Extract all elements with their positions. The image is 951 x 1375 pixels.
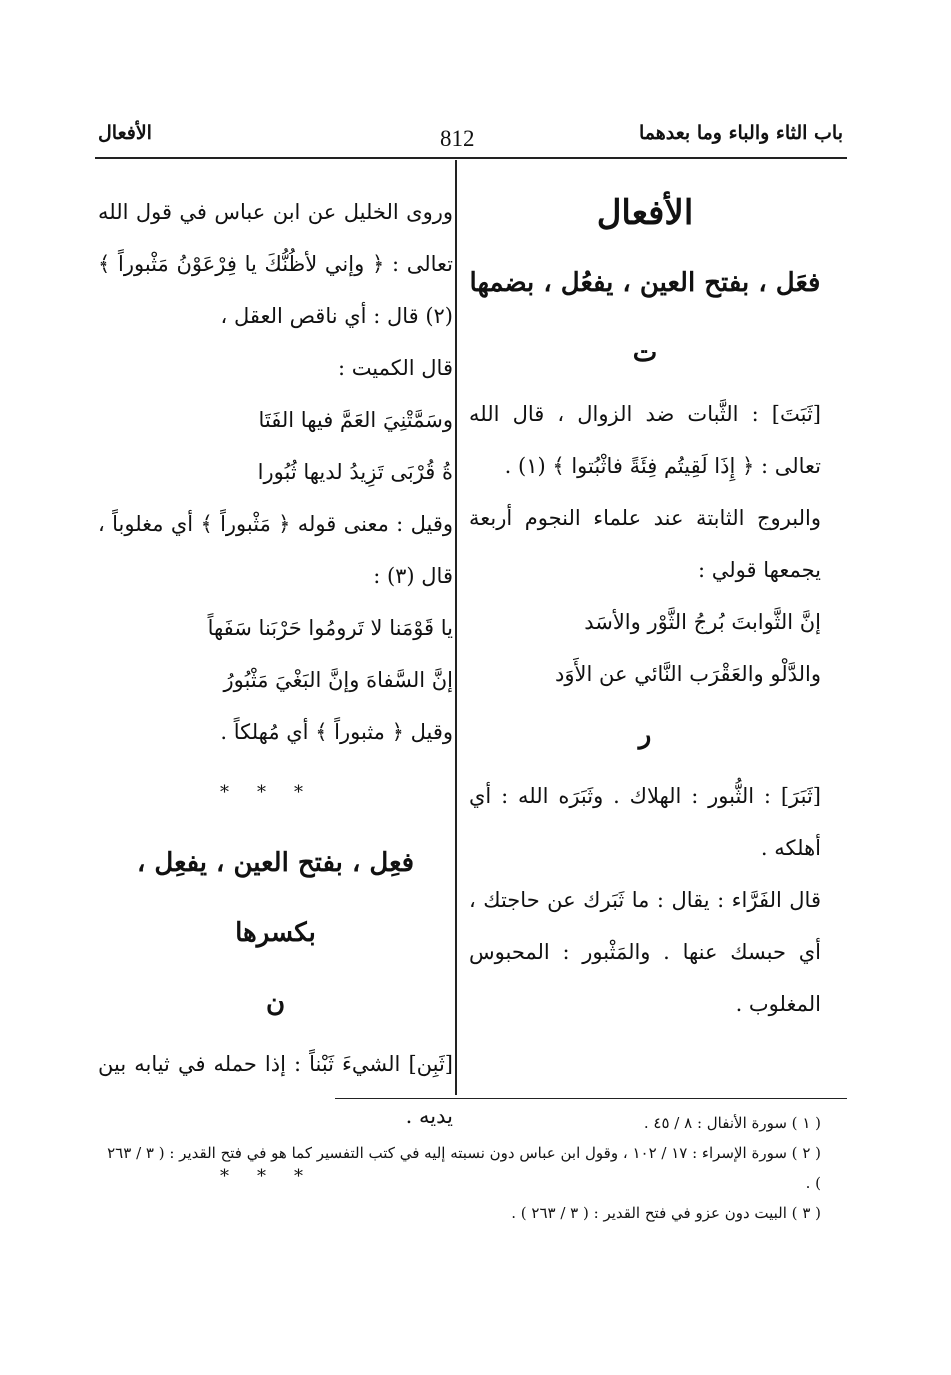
paragraph-kumait: قال الكميت :: [337, 356, 453, 380]
paragraph-mathbur: وقيل : معنى قوله ﴿ مَثْبوراً ﴾ أي مغلوباً ، قال (٣) :: [98, 512, 453, 588]
section-subheading: فعِل ، بفتح العين ، يفعِل ، بكسرها: [136, 848, 415, 948]
verse-line: يا قَوْمَنا لا تَرومُوا حَرْبَنا سَفَهاً: [207, 616, 453, 640]
footnotes: [98, 1108, 821, 1228]
left-column: [98, 186, 453, 1212]
letter-heading-r: ر: [638, 720, 652, 750]
header-rule: [95, 157, 847, 159]
verse-line: والدَّلْو والعَقْرَب النَّائي عن الأَوَد: [555, 662, 821, 686]
entry-thabata: [ثَبَتَ] : الثَّبات ضد الزوال ، قال الله تعالى : ﴿ إِذَا لَقِيتُم فِئَةً فاثْبُتوا ﴾ (١) .: [469, 402, 821, 478]
entry-thabara: [ثَبَرَ] : الثُّبور : الهلاك . وثَبَرَه الله : أي أهلكه .: [469, 784, 821, 860]
section-separator: ***: [220, 782, 331, 803]
footnote-rule: [335, 1098, 847, 1099]
column-divider: [455, 160, 457, 1095]
entry-farra: قال الفَرَّاء : يقال : ما ثَبَرك عن حاجتك ، أي حبسك عنها . والمَثْبور : المحبوس المغلوب .: [469, 888, 821, 1016]
footnote-2: ( ٢ ) سورة الإسراء : ١٧ / ١٠٢ ، وقول ابن عباس دون نسبته إليه في كتب التفسير كما هو في فتح القدير : ( ٣ / ٢٦٣ ) .: [107, 1144, 821, 1192]
section-separator: ***: [220, 1166, 331, 1187]
verse-line: إنَّ الثَّوابتَ بُرجُ الثَّوْر والأسَد: [584, 610, 821, 634]
running-header-section: الأفعال: [98, 122, 152, 144]
paragraph-constellations: والبروج الثابتة عند علماء النجوم أربعة يجمعها قولي :: [469, 506, 821, 582]
verse-line: إنَّ السَّفاهَ وإنَّ البَغْيَ مَثْبُورُ: [223, 668, 453, 692]
right-column: [469, 178, 821, 1030]
footnote-3: ( ٣ ) البيت دون عزو في فتح القدير : ( ٣ / ٢٦٣ ) .: [511, 1204, 821, 1222]
footnote-1: ( ١ ) سورة الأنفال : ٨ / ٤٥ .: [643, 1114, 821, 1132]
running-header-chapter: باب الثاء والباء وما بعدهما: [638, 122, 843, 144]
verse-line: ةُ قُرْبَى تَزِيدُ لديها ثُبُورا: [257, 460, 453, 484]
letter-heading-t: ت: [632, 338, 658, 368]
entry-thabin: [ثَبِن] الشيءَ ثَبْناً : إذا حمله في ثيابه بين يديه .: [98, 1052, 453, 1128]
paragraph-muhlak: وقيل ﴿ مثبوراً ﴾ أي مُهلكاً .: [220, 720, 453, 744]
page-number: 812: [440, 126, 475, 151]
letter-heading-n: ن: [265, 988, 286, 1018]
verse-line: وسَمَّتْنِيَ العَمَّ فيها الفَتَا: [258, 408, 453, 432]
section-subheading: فعَل ، بفتح العين ، يفعُل ، بضمها: [469, 268, 821, 298]
section-title: الأفعال: [596, 193, 694, 233]
paragraph-khalil: وروى الخليل عن ابن عباس في قول الله تعالى : ﴿ وإني لأظُنُّكَ يا فِرْعَوْنُ مَثْبوراً ﴾ (٢) قال : أي ناقص العقل ،: [98, 200, 453, 328]
